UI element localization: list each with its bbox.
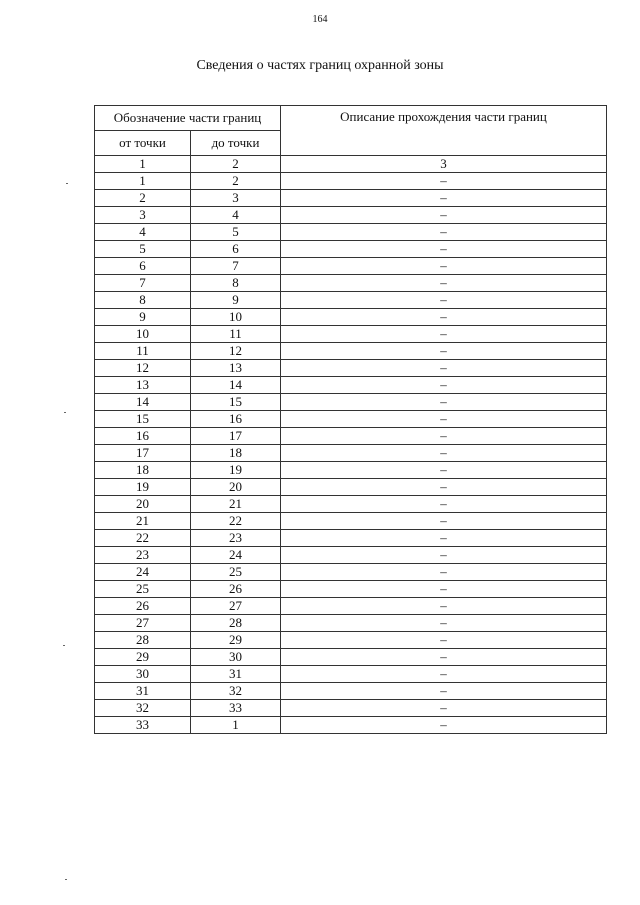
to-point-cell: 25	[191, 564, 281, 581]
index-cell: 2	[191, 156, 281, 173]
to-point-cell: 18	[191, 445, 281, 462]
description-cell: –	[281, 547, 607, 564]
table-row	[95, 309, 607, 326]
from-point-cell: 13	[95, 377, 191, 394]
description-cell: –	[281, 462, 607, 479]
table-row	[95, 241, 607, 258]
to-point-cell: 23	[191, 530, 281, 547]
description-cell: –	[281, 428, 607, 445]
from-point-cell: 8	[95, 292, 191, 309]
table-row	[95, 462, 607, 479]
table-row	[95, 479, 607, 496]
to-point-cell: 11	[191, 326, 281, 343]
page-number: 164	[312, 14, 328, 25]
from-point-cell: 12	[95, 360, 191, 377]
description-cell: –	[281, 649, 607, 666]
from-point-cell: 24	[95, 564, 191, 581]
from-point-cell: 33	[95, 717, 191, 734]
scan-speck	[63, 645, 65, 646]
from-point-cell: 28	[95, 632, 191, 649]
from-point-cell: 23	[95, 547, 191, 564]
table-row	[95, 190, 607, 207]
table-row	[95, 224, 607, 241]
to-point-cell: 9	[191, 292, 281, 309]
table-row	[95, 666, 607, 683]
to-point-cell: 14	[191, 377, 281, 394]
from-point-cell: 18	[95, 462, 191, 479]
table-row	[95, 649, 607, 666]
from-point-cell: 5	[95, 241, 191, 258]
table-row	[95, 343, 607, 360]
description-cell: –	[281, 377, 607, 394]
from-point-cell: 22	[95, 530, 191, 547]
description-cell: –	[281, 479, 607, 496]
to-point-cell: 30	[191, 649, 281, 666]
table-row	[95, 258, 607, 275]
table-row	[95, 581, 607, 598]
from-point-cell: 15	[95, 411, 191, 428]
table-row	[95, 496, 607, 513]
description-cell: –	[281, 394, 607, 411]
description-cell: –	[281, 224, 607, 241]
header-from-point: от точки	[95, 131, 191, 156]
to-point-cell: 5	[191, 224, 281, 241]
from-point-cell: 32	[95, 700, 191, 717]
from-point-cell: 17	[95, 445, 191, 462]
description-cell: –	[281, 513, 607, 530]
header-boundary-description: Описание прохождения части границ	[281, 106, 607, 156]
description-cell: –	[281, 632, 607, 649]
scan-speck	[66, 183, 68, 184]
table-row	[95, 564, 607, 581]
from-point-cell: 2	[95, 190, 191, 207]
description-cell: –	[281, 717, 607, 734]
description-cell: –	[281, 241, 607, 258]
table-row	[95, 547, 607, 564]
description-cell: –	[281, 326, 607, 343]
description-cell: –	[281, 598, 607, 615]
description-cell: –	[281, 666, 607, 683]
description-cell: –	[281, 258, 607, 275]
scan-speck	[65, 879, 67, 880]
index-cell: 3	[281, 156, 607, 173]
from-point-cell: 9	[95, 309, 191, 326]
header-to-point: до точки	[191, 131, 281, 156]
from-point-cell: 31	[95, 683, 191, 700]
from-point-cell: 25	[95, 581, 191, 598]
table-row	[95, 700, 607, 717]
to-point-cell: 20	[191, 479, 281, 496]
header-boundary-designation: Обозначение части границ	[95, 106, 281, 131]
to-point-cell: 3	[191, 190, 281, 207]
to-point-cell: 24	[191, 547, 281, 564]
description-cell: –	[281, 275, 607, 292]
description-cell: –	[281, 292, 607, 309]
description-cell: –	[281, 445, 607, 462]
description-cell: –	[281, 700, 607, 717]
description-cell: –	[281, 207, 607, 224]
description-cell: –	[281, 564, 607, 581]
description-cell: –	[281, 173, 607, 190]
from-point-cell: 4	[95, 224, 191, 241]
description-cell: –	[281, 309, 607, 326]
table-row	[95, 326, 607, 343]
index-cell: 1	[95, 156, 191, 173]
table-row	[95, 394, 607, 411]
table-row	[95, 360, 607, 377]
from-point-cell: 1	[95, 173, 191, 190]
table-row	[95, 377, 607, 394]
table-row	[95, 530, 607, 547]
from-point-cell: 21	[95, 513, 191, 530]
to-point-cell: 2	[191, 173, 281, 190]
description-cell: –	[281, 411, 607, 428]
from-point-cell: 3	[95, 207, 191, 224]
table-row	[95, 717, 607, 734]
to-point-cell: 7	[191, 258, 281, 275]
to-point-cell: 1	[191, 717, 281, 734]
from-point-cell: 26	[95, 598, 191, 615]
table-row	[95, 615, 607, 632]
from-point-cell: 29	[95, 649, 191, 666]
to-point-cell: 17	[191, 428, 281, 445]
to-point-cell: 27	[191, 598, 281, 615]
table-row	[95, 275, 607, 292]
description-cell: –	[281, 615, 607, 632]
from-point-cell: 16	[95, 428, 191, 445]
to-point-cell: 31	[191, 666, 281, 683]
to-point-cell: 4	[191, 207, 281, 224]
to-point-cell: 21	[191, 496, 281, 513]
from-point-cell: 14	[95, 394, 191, 411]
table-row	[95, 598, 607, 615]
from-point-cell: 6	[95, 258, 191, 275]
description-cell: –	[281, 581, 607, 598]
to-point-cell: 10	[191, 309, 281, 326]
table-row	[95, 513, 607, 530]
table-row	[95, 411, 607, 428]
table-row	[95, 632, 607, 649]
boundary-parts-table	[94, 105, 607, 734]
to-point-cell: 28	[191, 615, 281, 632]
from-point-cell: 11	[95, 343, 191, 360]
description-cell: –	[281, 496, 607, 513]
to-point-cell: 19	[191, 462, 281, 479]
description-cell: –	[281, 360, 607, 377]
description-cell: –	[281, 190, 607, 207]
to-point-cell: 6	[191, 241, 281, 258]
table-row	[95, 445, 607, 462]
to-point-cell: 8	[191, 275, 281, 292]
table-index-row	[95, 156, 607, 173]
from-point-cell: 30	[95, 666, 191, 683]
table-row	[95, 683, 607, 700]
from-point-cell: 7	[95, 275, 191, 292]
document-title: Сведения о частях границ охранной зоны	[196, 58, 444, 73]
to-point-cell: 12	[191, 343, 281, 360]
table-row	[95, 173, 607, 190]
to-point-cell: 16	[191, 411, 281, 428]
to-point-cell: 22	[191, 513, 281, 530]
to-point-cell: 29	[191, 632, 281, 649]
to-point-cell: 13	[191, 360, 281, 377]
description-cell: –	[281, 530, 607, 547]
table-row	[95, 207, 607, 224]
table-row	[95, 292, 607, 309]
to-point-cell: 15	[191, 394, 281, 411]
table-row	[95, 428, 607, 445]
description-cell: –	[281, 343, 607, 360]
to-point-cell: 26	[191, 581, 281, 598]
from-point-cell: 20	[95, 496, 191, 513]
from-point-cell: 10	[95, 326, 191, 343]
from-point-cell: 27	[95, 615, 191, 632]
to-point-cell: 32	[191, 683, 281, 700]
to-point-cell: 33	[191, 700, 281, 717]
scan-speck	[64, 412, 66, 413]
description-cell: –	[281, 683, 607, 700]
from-point-cell: 19	[95, 479, 191, 496]
